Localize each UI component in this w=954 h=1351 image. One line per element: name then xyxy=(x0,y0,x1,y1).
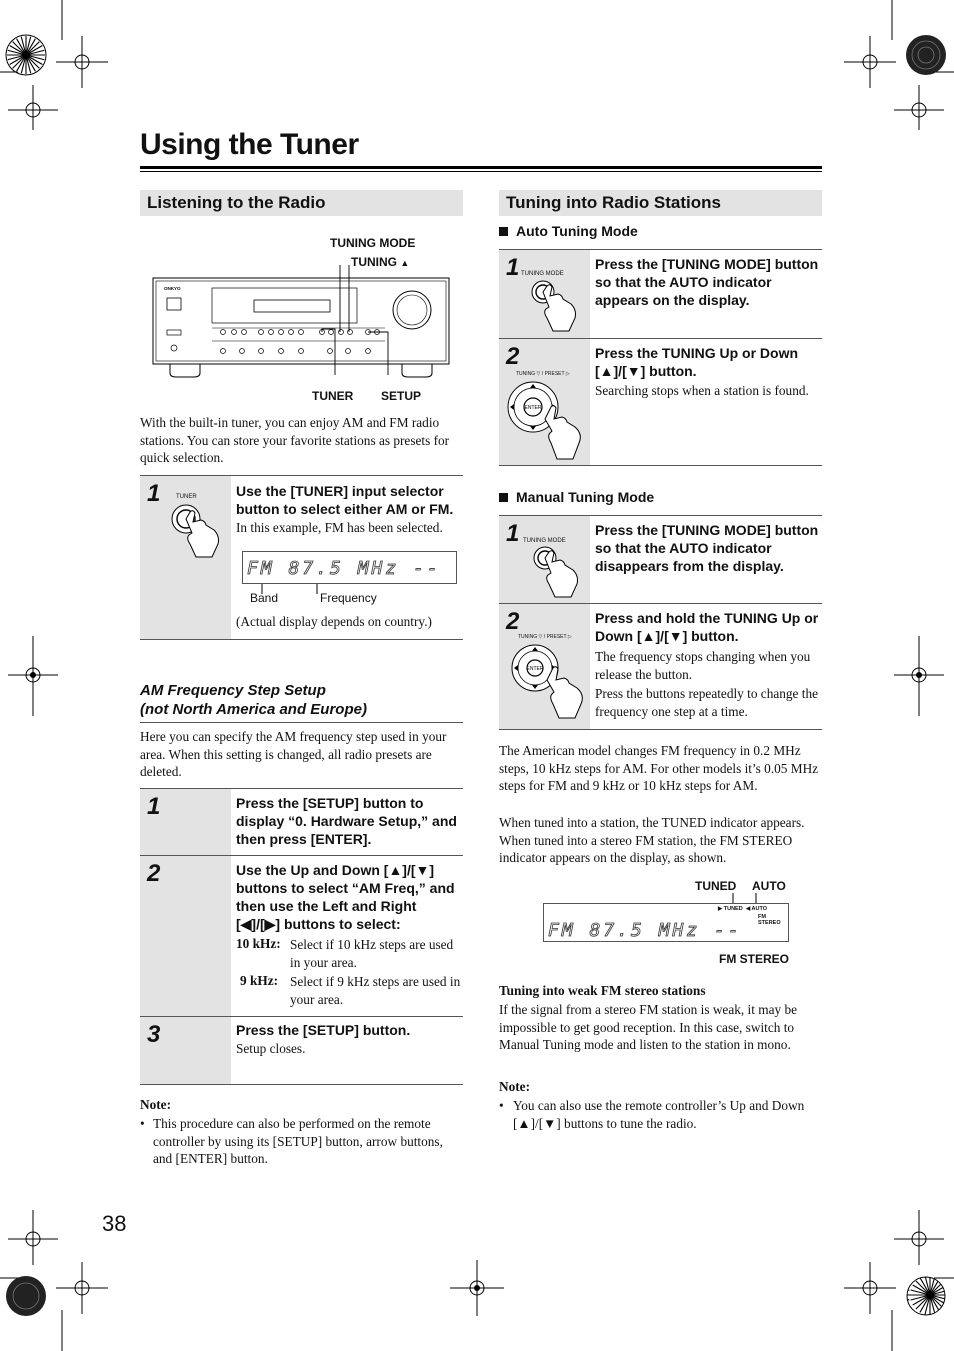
tuner-button-press-icon xyxy=(168,502,232,562)
tuning-mode-button-label: TUNING MODE xyxy=(523,538,566,544)
step-heading: Press the [TUNING MODE] button so that the AUTO indicator disappears from the display. xyxy=(595,522,819,574)
section-title-tuning: Tuning into Radio Stations xyxy=(499,190,822,216)
am-step-1 xyxy=(140,788,463,855)
listening-intro: With the built-in tuner, you can enjoy AM and FM radio stations. You can store your favorite stations as presets for quick selection. xyxy=(140,415,450,465)
manual-step-2 xyxy=(499,603,822,729)
left-note: • This procedure can also be performed on the remote controller by using its [SETUP] button, arrow buttons, and [ENTER] button. xyxy=(140,1115,463,1168)
label-tuned: TUNED xyxy=(695,879,737,893)
fm-display-text: FM 87.5 MHz -- xyxy=(247,558,441,579)
step-number: 3 xyxy=(147,1021,161,1048)
auto-step-1 xyxy=(499,249,822,338)
right-note-text: You can also use the remote controller’s Up and Down [▲]/[▼] buttons to tune the radio. xyxy=(513,1098,805,1131)
am-step-2 xyxy=(140,855,463,1016)
step-frequency-paragraph: The American model changes FM frequency in 0.2 MHz steps, 10 kHz steps for AM. For other models it’s 0.05 MHz steps for FM and 9 kHz or 10 kHz steps for AM. xyxy=(499,743,819,793)
left-note-title: Note: xyxy=(140,1097,172,1112)
am-title-rule xyxy=(140,722,463,723)
fm-stereo-display xyxy=(543,903,789,942)
step-number: 2 xyxy=(147,860,161,887)
step-bottom-rule xyxy=(499,465,822,466)
step-number: 1 xyxy=(506,520,520,547)
label-fm-stereo: FM STEREO xyxy=(719,952,790,966)
indicator-paragraph: When tuned into a station, the TUNED indicator appears. When tuned into a stereo FM station, the FM STEREO indicator appears on the display, as shown. xyxy=(499,815,805,865)
step-text: In this example, FM has been selected. xyxy=(236,520,443,535)
step-number: 1 xyxy=(506,254,520,281)
title-rule-thin xyxy=(140,171,822,172)
tuning-mode-button-press-icon xyxy=(527,278,591,338)
fm-display xyxy=(242,551,457,584)
fm-stereo-display-text: FM 87.5 MHz -- xyxy=(548,920,742,941)
right-note-title: Note: xyxy=(499,1079,531,1094)
left-note-text: This procedure can also be performed on the remote controller by using its [SETUP] button, arrow buttons, and [ENTER] button. xyxy=(153,1116,443,1166)
step-heading: Press and hold the TUNING Up or Down [▲]/[▼] button. xyxy=(595,610,819,644)
manual-step-1 xyxy=(499,515,822,603)
enter-button-label: ENTER xyxy=(526,666,544,672)
step-number: 2 xyxy=(506,608,520,635)
step-heading: Use the [TUNER] input selector button to select either AM or FM. xyxy=(236,483,454,517)
section-title-listening: Listening to the Radio xyxy=(140,190,463,216)
step-heading: Press the [SETUP] button. xyxy=(236,1022,411,1038)
auto-step-2 xyxy=(499,338,822,465)
label-tuner: TUNER xyxy=(312,389,354,403)
step-bottom-rule xyxy=(140,1084,463,1085)
tuned-indicator: ▶ TUNED xyxy=(718,906,743,912)
step-number: 1 xyxy=(147,480,161,507)
fm-stereo-indicator: FM STEREO xyxy=(758,914,781,926)
am-setup-title-line1: AM Frequency Step Setup xyxy=(140,682,326,699)
right-note: • You can also use the remote controller’s Up and Down [▲]/[▼] buttons to tune the radio. xyxy=(499,1097,824,1132)
label-frequency: Frequency xyxy=(320,591,377,605)
brand-logo: ONKYO xyxy=(164,286,181,291)
step-number: 1 xyxy=(147,793,161,820)
registration-mark-top-left xyxy=(0,0,130,130)
option-9khz-text: Select if 9 kHz steps are used in your area. xyxy=(290,974,461,1007)
am-setup-title-line2: (not North America and Europe) xyxy=(140,701,367,718)
tuning-preset-label: TUNING ▽ / PRESET ▷ xyxy=(518,634,572,640)
step-text-1: The frequency stops changing when you release the button. xyxy=(595,649,811,682)
label-auto: AUTO xyxy=(752,879,786,893)
receiver-front-panel-diagram xyxy=(150,265,455,385)
weak-stations-title: Tuning into weak FM stereo stations xyxy=(499,983,706,998)
registration-mark-mid-right xyxy=(894,636,954,716)
registration-mark-mid-left xyxy=(0,636,60,716)
tuning-dial-press-icon xyxy=(505,379,591,463)
step-bottom-rule xyxy=(140,639,463,640)
registration-mark-top-right xyxy=(824,0,954,130)
tuner-button-label: TUNER xyxy=(176,494,197,500)
label-tuning: TUNING ▲ xyxy=(351,255,410,269)
am-step-3 xyxy=(140,1016,463,1084)
step-heading: Press the [TUNING MODE] button so that the AUTO indicator appears on the display. xyxy=(595,256,819,308)
step-number: 2 xyxy=(506,343,520,370)
step-heading: Press the [SETUP] button to display “0. Hardware Setup,” and then press [ENTER]. xyxy=(236,795,457,847)
page-number: 38 xyxy=(102,1211,127,1236)
registration-mark-bottom-right xyxy=(824,1200,954,1351)
step-heading: Use the Up and Down [▲]/[▼] buttons to select “AM Freq,” and then use the Left and Right [◀]/[▶] buttons to select: xyxy=(236,862,455,932)
step-text: Setup closes. xyxy=(236,1041,306,1056)
option-10khz-key: 10 kHz: xyxy=(236,936,281,951)
tuning-dial-press-icon xyxy=(507,642,593,726)
weak-stations-text: If the signal from a stereo FM station is weak, it may be impossible to get good reception. In this case, switch to Manual Tuning mode and listen to the station in mono. xyxy=(499,1002,798,1052)
tuning-mode-button-label: TUNING MODE xyxy=(521,271,564,277)
display-note: (Actual display depends on country.) xyxy=(236,614,432,629)
option-10khz-text: Select if 10 kHz steps are used in your area. xyxy=(290,937,454,970)
am-setup-title xyxy=(140,681,367,719)
step-heading: Press the TUNING Up or Down [▲]/[▼] button. xyxy=(595,345,799,379)
tuning-mode-button-press-icon xyxy=(529,544,593,604)
step-text-2: Press the buttons repeatedly to change the frequency one step at a time. xyxy=(595,686,819,719)
registration-mark-bottom-center xyxy=(440,1260,515,1351)
enter-button-label: ENTER xyxy=(524,405,542,411)
auto-indicator: ◀ AUTO xyxy=(746,906,768,912)
page-title: Using the Tuner xyxy=(140,128,359,161)
label-tuning-mode: TUNING MODE xyxy=(330,236,416,250)
label-setup: SETUP xyxy=(381,389,422,403)
step-text: Searching stops when a station is found. xyxy=(595,383,809,398)
label-band: Band xyxy=(250,591,279,605)
listening-step-1 xyxy=(140,475,463,640)
tuning-preset-label: TUNING ▽ / PRESET ▷ xyxy=(516,371,570,377)
am-intro: Here you can specify the AM frequency step used in your area. When this setting is changed, all radio presets are deleted. xyxy=(140,729,447,779)
auto-tuning-title: Auto Tuning Mode xyxy=(499,223,638,239)
option-9khz-key: 9 kHz: xyxy=(240,973,279,988)
title-rule xyxy=(140,166,822,169)
step-bottom-rule xyxy=(499,729,822,730)
manual-tuning-title: Manual Tuning Mode xyxy=(499,489,654,505)
